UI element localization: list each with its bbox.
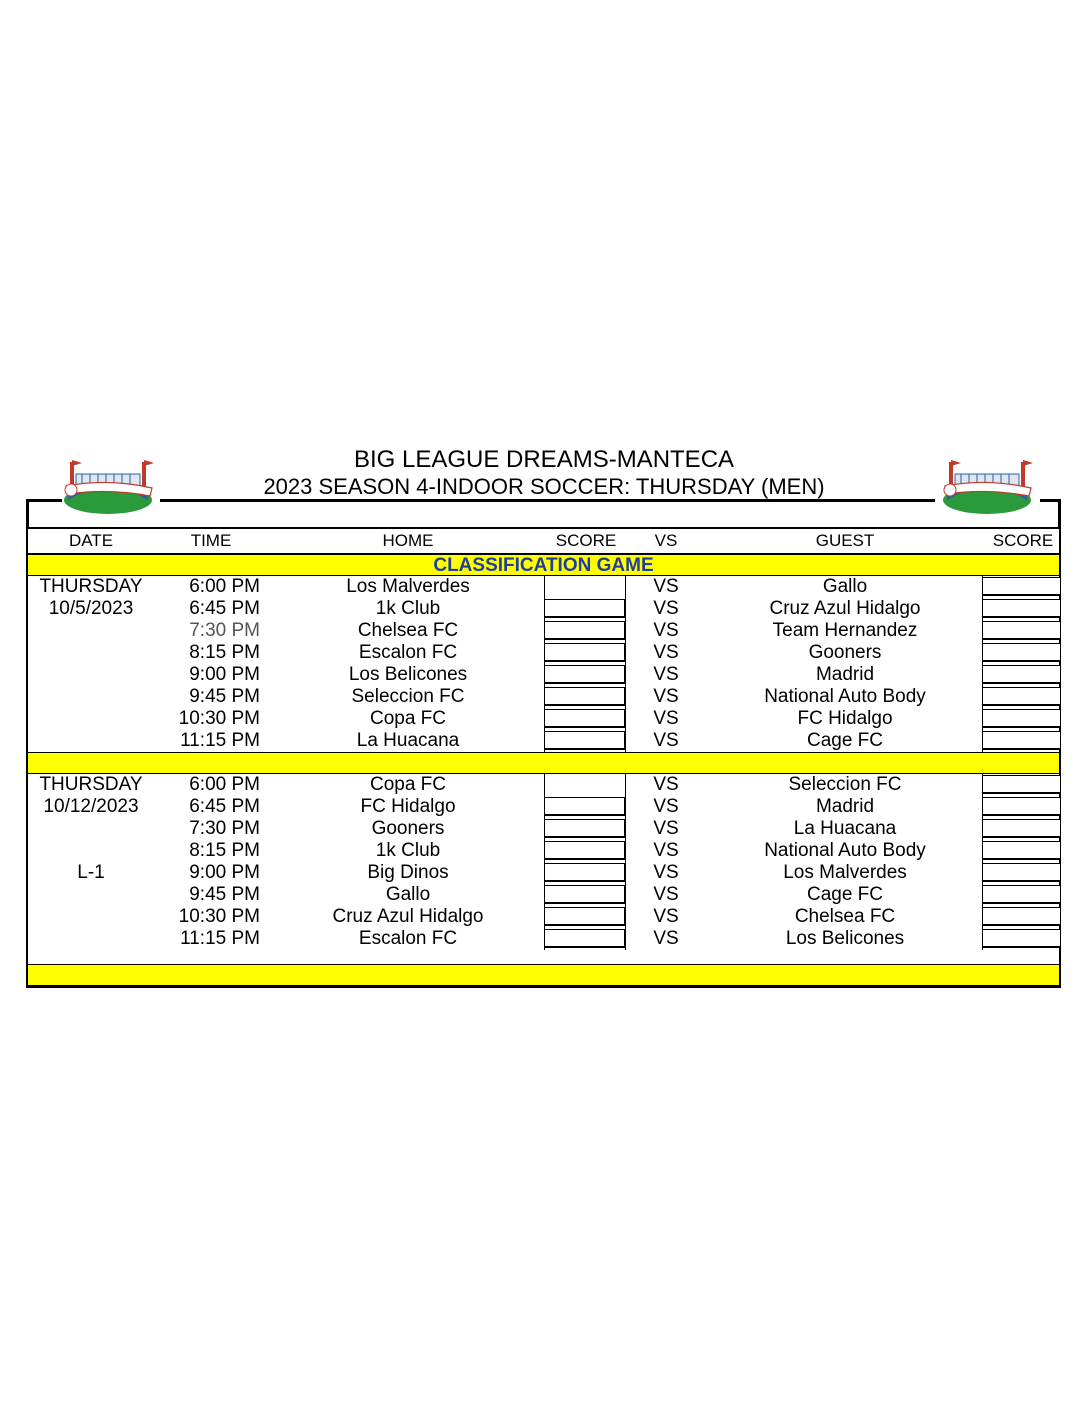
col-header-guest-score: SCORE — [992, 531, 1054, 550]
guest-score-box — [982, 797, 1061, 816]
vs-label: VS — [653, 576, 679, 597]
game-time: 10:30 PM — [178, 906, 260, 927]
table-spacer — [28, 950, 1059, 964]
guest-team: La Huacana — [793, 818, 897, 839]
guest-team: Seleccion FC — [788, 774, 902, 795]
vs-label: VS — [653, 708, 679, 729]
game-row — [28, 730, 1059, 752]
guest-team: Chelsea FC — [794, 906, 896, 927]
page-subtitle: 2023 SEASON 4-INDOOR SOCCER: THURSDAY (MEN) — [263, 474, 825, 499]
guest-team: FC Hidalgo — [797, 708, 893, 729]
col-header-guest: GUEST — [815, 531, 875, 550]
home-team: La Huacana — [356, 730, 460, 751]
guest-score-box — [982, 929, 1061, 948]
guest-score-box — [982, 863, 1061, 882]
home-score-box — [544, 841, 625, 860]
home-score-box — [544, 687, 625, 706]
week1-block — [28, 576, 1059, 752]
vs-label: VS — [653, 862, 679, 883]
game-time: 7:30 PM — [189, 818, 260, 839]
week2-block — [28, 774, 1059, 950]
game-time: 9:45 PM — [189, 884, 260, 905]
week-date: 10/12/2023 — [43, 796, 139, 817]
guest-team: National Auto Body — [764, 686, 926, 707]
game-row — [28, 862, 1059, 884]
home-score-box — [544, 621, 625, 640]
vs-label: VS — [653, 664, 679, 685]
game-time: 11:15 PM — [180, 928, 260, 949]
header-titles — [0, 446, 1088, 500]
guest-score-box — [982, 775, 1061, 794]
page-title: BIG LEAGUE DREAMS-MANTECA — [353, 446, 735, 473]
game-row — [28, 818, 1059, 840]
guest-score-box — [982, 885, 1061, 904]
vs-label: VS — [653, 818, 679, 839]
table-top-frame — [26, 501, 1061, 527]
vs-label: VS — [653, 884, 679, 905]
game-row — [28, 664, 1059, 686]
game-row — [28, 928, 1059, 950]
home-team: Cruz Azul Hidalgo — [332, 906, 484, 927]
home-team: Escalon FC — [358, 928, 458, 949]
game-row — [28, 884, 1059, 906]
vs-label: VS — [653, 642, 679, 663]
home-team: Los Belicones — [348, 664, 468, 685]
guest-score-box — [982, 621, 1061, 640]
col-header-time: TIME — [190, 531, 232, 550]
home-score-box — [544, 863, 625, 882]
home-team: Seleccion FC — [351, 686, 465, 707]
guest-score-box — [982, 599, 1061, 618]
home-team: Copa FC — [369, 708, 447, 729]
game-time: 7:30 PM — [189, 620, 260, 641]
guest-score-box — [982, 665, 1061, 684]
week-day: THURSDAY — [39, 576, 143, 597]
game-time: 10:30 PM — [178, 708, 260, 729]
game-time: 9:00 PM — [189, 862, 260, 883]
game-time: 9:45 PM — [189, 686, 260, 707]
guest-team: Los Belicones — [785, 928, 905, 949]
guest-team: Gallo — [822, 576, 868, 597]
guest-score-box — [982, 577, 1061, 596]
table-footer-band — [28, 964, 1059, 986]
game-row — [28, 774, 1059, 796]
game-time: 6:00 PM — [189, 774, 260, 795]
schedule-table — [26, 527, 1061, 988]
game-row — [28, 796, 1059, 818]
vs-label: VS — [653, 840, 679, 861]
col-header-vs: VS — [654, 531, 678, 550]
guest-team: Madrid — [815, 796, 875, 817]
home-team: Gooners — [371, 818, 445, 839]
guest-team: Cage FC — [806, 884, 884, 905]
game-time: 6:00 PM — [189, 576, 260, 597]
home-score-box — [544, 599, 625, 618]
game-time: 8:15 PM — [189, 642, 260, 663]
vs-label: VS — [653, 774, 679, 795]
home-team: Gallo — [385, 884, 431, 905]
home-team: Escalon FC — [358, 642, 458, 663]
guest-team: Los Malverdes — [783, 862, 907, 883]
guest-team: Team Hernandez — [772, 620, 918, 641]
game-row — [28, 840, 1059, 862]
home-team: 1k Club — [375, 840, 441, 861]
game-row — [28, 576, 1059, 598]
home-team: Copa FC — [369, 774, 447, 795]
col-header-home-score: SCORE — [555, 531, 617, 550]
home-score-box — [544, 819, 625, 838]
guest-team: National Auto Body — [764, 840, 926, 861]
week-separator — [28, 752, 1059, 774]
vs-label: VS — [653, 906, 679, 927]
home-team: FC Hidalgo — [360, 796, 456, 817]
game-time: 11:15 PM — [180, 730, 260, 751]
guest-score-box — [982, 907, 1061, 926]
home-score-box — [544, 797, 625, 816]
guest-score-box — [982, 731, 1061, 750]
vs-label: VS — [653, 928, 679, 949]
guest-team: Gooners — [808, 642, 882, 663]
game-time: 6:45 PM — [189, 796, 260, 817]
vs-label: VS — [653, 598, 679, 619]
game-row — [28, 906, 1059, 928]
col-header-date: DATE — [68, 531, 114, 550]
week-date: 10/5/2023 — [48, 598, 134, 619]
home-team: Los Malverdes — [346, 576, 470, 597]
home-score-box — [544, 885, 625, 904]
week-note: L-1 — [77, 862, 105, 883]
home-score-box — [544, 929, 625, 948]
guest-team: Madrid — [815, 664, 875, 685]
guest-score-box — [982, 643, 1061, 662]
game-time: 8:15 PM — [189, 840, 260, 861]
game-time: 9:00 PM — [189, 664, 260, 685]
vs-label: VS — [653, 620, 679, 641]
col-header-home: HOME — [382, 531, 434, 550]
game-row — [28, 598, 1059, 620]
guest-score-box — [982, 841, 1061, 860]
guest-score-box — [982, 687, 1061, 706]
home-score-box — [544, 643, 625, 662]
classification-banner: CLASSIFICATION GAME — [28, 554, 1059, 576]
column-header-row — [28, 529, 1059, 554]
home-score-box — [544, 731, 625, 750]
game-row — [28, 708, 1059, 730]
home-score-box — [544, 907, 625, 926]
vs-label: VS — [653, 686, 679, 707]
vs-label: VS — [653, 730, 679, 751]
home-team: Chelsea FC — [357, 620, 459, 641]
game-row — [28, 642, 1059, 664]
guest-team: Cage FC — [806, 730, 884, 751]
home-team: Big Dinos — [367, 862, 449, 883]
guest-team: Cruz Azul Hidalgo — [769, 598, 921, 619]
home-score-box — [544, 665, 625, 684]
home-score-box — [544, 709, 625, 728]
game-row — [28, 620, 1059, 642]
home-team: 1k Club — [375, 598, 441, 619]
game-time: 6:45 PM — [189, 598, 260, 619]
guest-score-box — [982, 819, 1061, 838]
vs-label: VS — [653, 796, 679, 817]
week-day: THURSDAY — [39, 774, 143, 795]
guest-score-box — [982, 709, 1061, 728]
game-row — [28, 686, 1059, 708]
